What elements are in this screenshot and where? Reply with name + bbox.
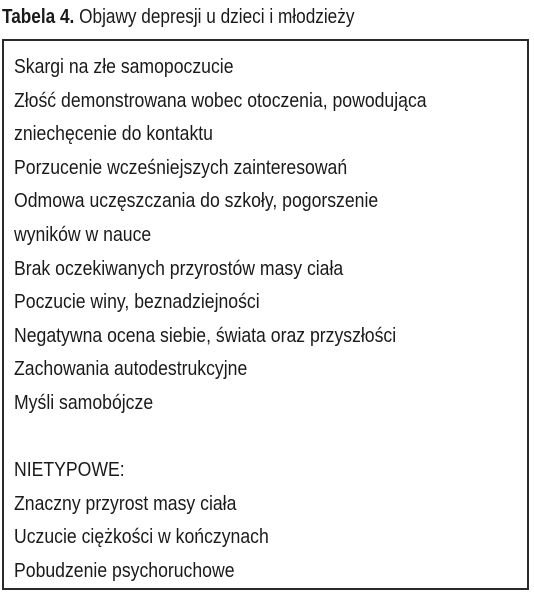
symptom-line: Porzucenie wcześniejszych zainteresowań bbox=[14, 155, 348, 179]
atypical-symptom-line: Znaczny przyrost masy ciała bbox=[14, 491, 237, 515]
symptom-line: zniechęcenie do kontaktu bbox=[14, 122, 213, 146]
blank-line bbox=[14, 420, 427, 454]
table-caption bbox=[2, 4, 354, 30]
table-title: Objawy depresji u dzieci i młodzieży bbox=[79, 6, 355, 28]
symptom-line: Złość demonstrowana wobec otoczenia, powodująca bbox=[14, 88, 427, 112]
symptom-line: Poczucie winy, beznadziejności bbox=[14, 290, 260, 314]
symptom-line: wyników w nauce bbox=[14, 222, 152, 246]
symptom-line: Brak oczekiwanych przyrostów masy ciała bbox=[14, 256, 344, 280]
table-number-label: Tabela 4. bbox=[2, 6, 75, 28]
symptom-line: Negatywna ocena siebie, świata oraz przyszłości bbox=[14, 323, 397, 347]
atypical-symptom-line: Uczucie ciężkości w kończynach bbox=[14, 525, 269, 549]
symptoms-list bbox=[14, 50, 494, 588]
atypical-symptom-line: Pobudzenie psychoruchowe bbox=[14, 558, 235, 582]
atypical-heading: NIETYPOWE: bbox=[14, 458, 125, 482]
symptom-line: Skargi na złe samopoczucie bbox=[14, 55, 234, 78]
symptom-line: Odmowa uczęszczania do szkoły, pogorszenie bbox=[14, 189, 379, 213]
symptoms-table bbox=[2, 39, 529, 590]
symptom-line: Zachowania autodestrukcyjne bbox=[14, 357, 248, 381]
symptom-line: Myśli samobójcze bbox=[14, 390, 154, 414]
